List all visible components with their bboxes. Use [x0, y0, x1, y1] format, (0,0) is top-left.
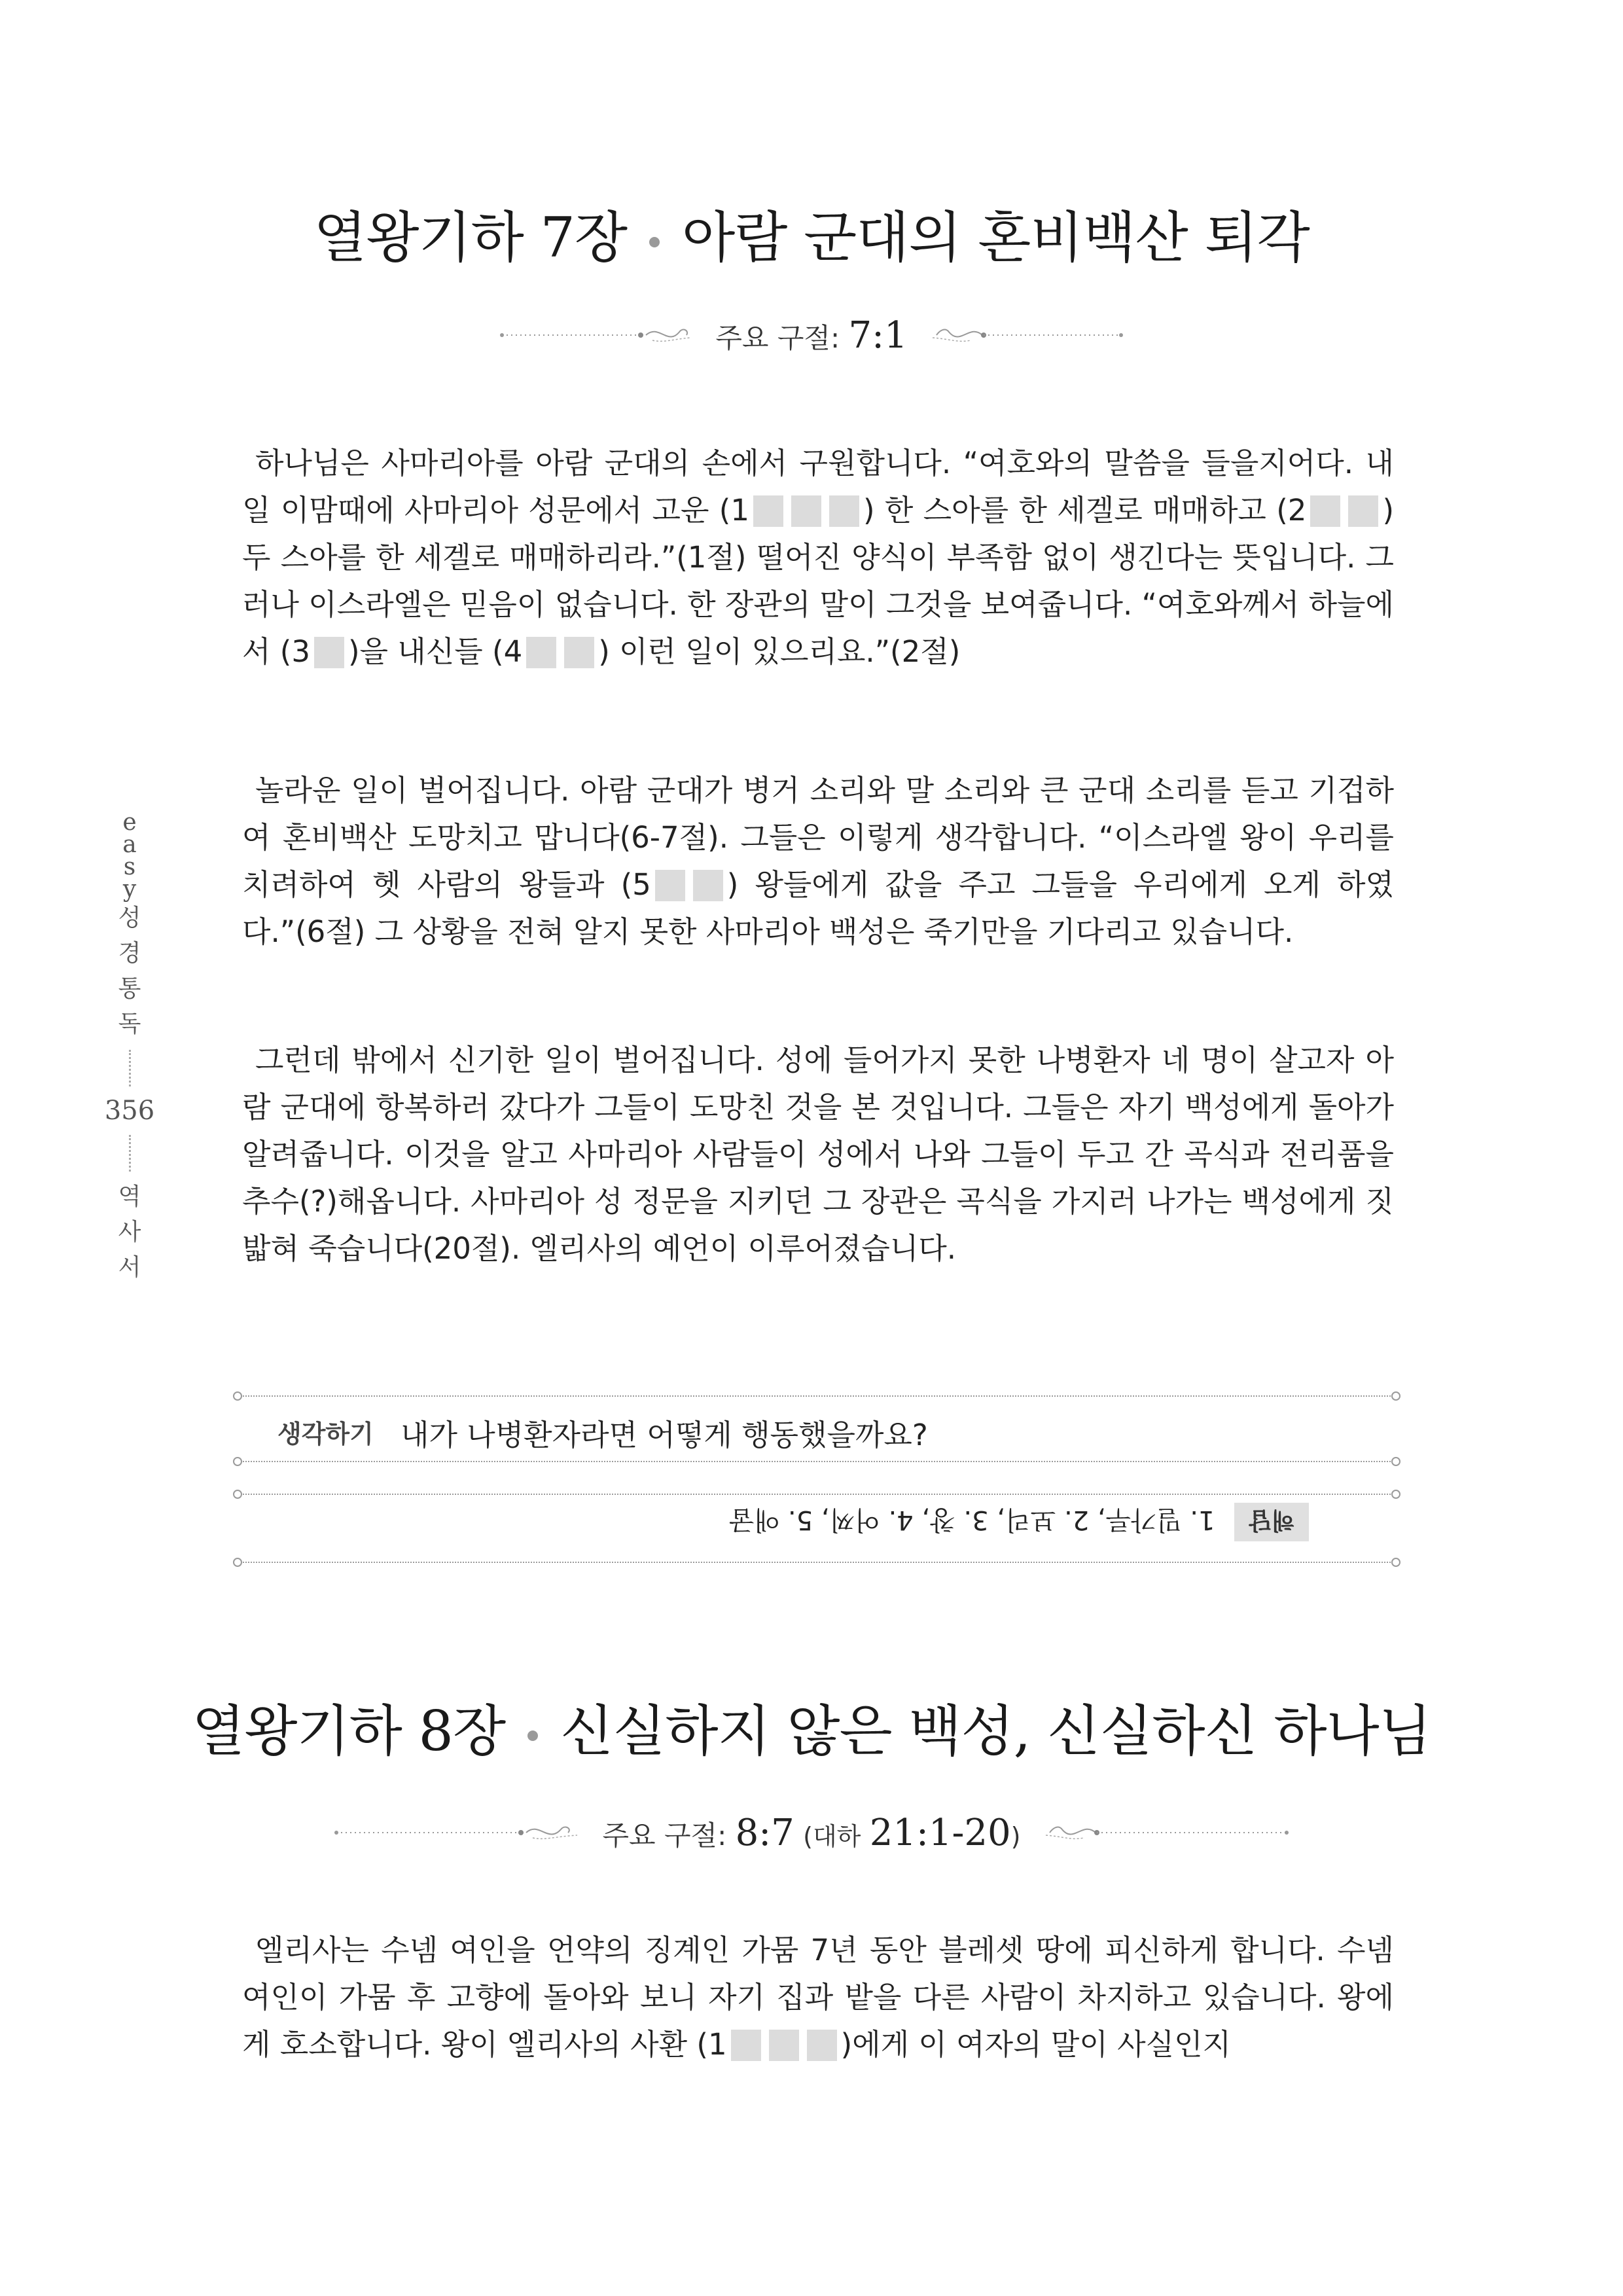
chapter-7-number: 7장 — [540, 206, 628, 270]
parallel-label: (대하 — [803, 1821, 861, 1851]
answer-box-rule — [241, 1494, 1393, 1496]
chapter-7-paragraph-1: 하나님은 사마리아를 아람 군대의 손에서 구원합니다. “여호와의 말씀을 들을지어다. 내일 이맘때에 사마리아 성문에서 고운 (1 ) 한 스아를 한 세겔로 매매하고 (2 ) 두 스아를 한 세겔로 매매하리라.”(1절) 떨어진 양식이 부족함 없이 생긴다는 뜻입니다. 그러나 이스라엘은 믿음이 없습니다. 한 장관의 말이 그것을 보여줍니다. “여호와께서 하늘에서 (3 )을 내신들 (4 ) 이런 일이 있으리요.”(2절) — [242, 446, 1394, 669]
page-sidebar — [104, 809, 155, 1285]
key-verse-text: 주요 구절: 7:1 — [715, 314, 908, 357]
answer-blank — [807, 2030, 837, 2061]
answer-blank — [753, 495, 783, 527]
chapter-7-subtitle: 아람 군대의 혼비백산 퇴각 — [682, 206, 1310, 270]
series-letter: s — [123, 853, 136, 880]
title-separator-dot — [527, 1731, 538, 1741]
series-letter: y — [122, 876, 137, 903]
answer-blank — [314, 637, 344, 668]
page-number: 356 — [104, 1096, 155, 1126]
chapter-8-title — [0, 1687, 1623, 1767]
answer-blank — [564, 637, 594, 668]
answer-blank — [655, 870, 685, 901]
think-box-rule — [241, 1395, 1393, 1398]
right-ornament-icon — [930, 322, 1126, 348]
chapter-8-paragraph-1: 엘리사는 수넴 여인을 언약의 징계인 가뭄 7년 동안 블레셋 땅에 피신하게 합니다. 수넴 여인이 가뭄 후 고향에 돌아와 보니 자기 집과 밭을 다른 사람이 차지하고 있습니다. 왕에게 호소합니다. 왕이 엘리사의 사환 (1 )에게 이 여자의 말이 사실인지 — [242, 1933, 1394, 2062]
chapter-7-key-verse — [0, 309, 1623, 361]
right-ornament-icon — [1043, 1820, 1292, 1846]
series-letter: e — [122, 809, 137, 836]
key-verse-text: 주요 구절: 8:7 (대하 21:1-20) — [602, 1811, 1021, 1854]
answer-blank — [769, 2030, 799, 2061]
think-question: 내가 나병환자라면 어떻게 행동했을까요? — [401, 1418, 928, 1452]
left-ornament-icon — [497, 322, 693, 348]
chapter-7-book: 열왕기하 — [313, 206, 524, 270]
answer-blank — [1310, 495, 1340, 527]
answer-blank — [791, 495, 821, 527]
chapter-7-paragraph-2: 놀라운 일이 벌어집니다. 아람 군대가 병거 소리와 말 소리와 큰 군대 소리를 듣고 기겁하여 혼비백산 도망치고 맙니다(6-7절). 그들은 이렇게 생각합니다. “이스라엘 왕이 우리를 치려하여 헷 사람의 왕들과 (5 ) 왕들에게 값을 주고 그들을 우리에게 오게 하였다.”(6절) 그 상황을 전혀 알지 못한 사마리아 백성은 죽기만을 기다리고 있습니다. — [242, 773, 1394, 949]
series-char: 독 — [118, 1011, 141, 1037]
series-letter: a — [122, 831, 137, 858]
section-char: 역 — [118, 1183, 141, 1210]
answer-text: 1. 밀가루, 2. 보리, 3. 창, 4. 어찌, 5. 애굽 — [728, 1505, 1215, 1535]
key-verse-ref: 8:7 — [735, 1811, 794, 1854]
section-char: 사 — [118, 1219, 141, 1246]
answer-blank — [526, 637, 556, 668]
sidebar-divider — [129, 1135, 131, 1172]
chapter-8-subtitle: 신실하지 않은 백성, 신실하신 하나님 — [560, 1699, 1431, 1763]
parallel-ref: 21:1-20 — [869, 1811, 1011, 1854]
section-char: 서 — [118, 1254, 141, 1281]
series-char: 성 — [118, 905, 141, 931]
chapter-7-title — [0, 194, 1623, 273]
answer-blank — [731, 2030, 761, 2061]
answer-blank — [693, 870, 723, 901]
answer-blank — [829, 495, 859, 527]
key-verse-ref: 7:1 — [848, 314, 908, 357]
left-ornament-icon — [331, 1820, 580, 1846]
chapter-8-book: 열왕기하 — [192, 1699, 402, 1763]
answer-box-rule — [241, 1562, 1393, 1564]
chapter-7-paragraph-3: 그런데 밖에서 신기한 일이 벌어집니다. 성에 들어가지 못한 나병환자 네 명이 살고자 아람 군대에 항복하러 갔다가 그들이 도망친 것을 본 것입니다. 그들은 자기 백성에게 돌아가 알려줍니다. 이것을 알고 사마리아 사람들이 성에서 나와 그들이 두고 간 곡식과 전리품을 추수(?)해옵니다. 사마리아 성 정문을 지키던 그 장관은 곡식을 가지러 나가는 백성에게 짓밟혀 죽습니다(20절). 엘리사의 예언이 이루어졌습니다. — [242, 1043, 1394, 1266]
chapter-8-key-verse — [0, 1806, 1623, 1859]
answer-key — [687, 1503, 1309, 1541]
answer-label: 해답 — [1234, 1503, 1309, 1541]
sidebar-divider — [129, 1050, 131, 1086]
answer-blank — [1348, 495, 1378, 527]
think-label: 생각하기 — [277, 1420, 374, 1448]
series-char: 통 — [118, 975, 141, 1002]
chapter-8-number: 8장 — [418, 1699, 506, 1763]
title-separator-dot — [649, 237, 660, 247]
series-char: 경 — [118, 940, 141, 967]
think-box-rule — [241, 1461, 1393, 1463]
